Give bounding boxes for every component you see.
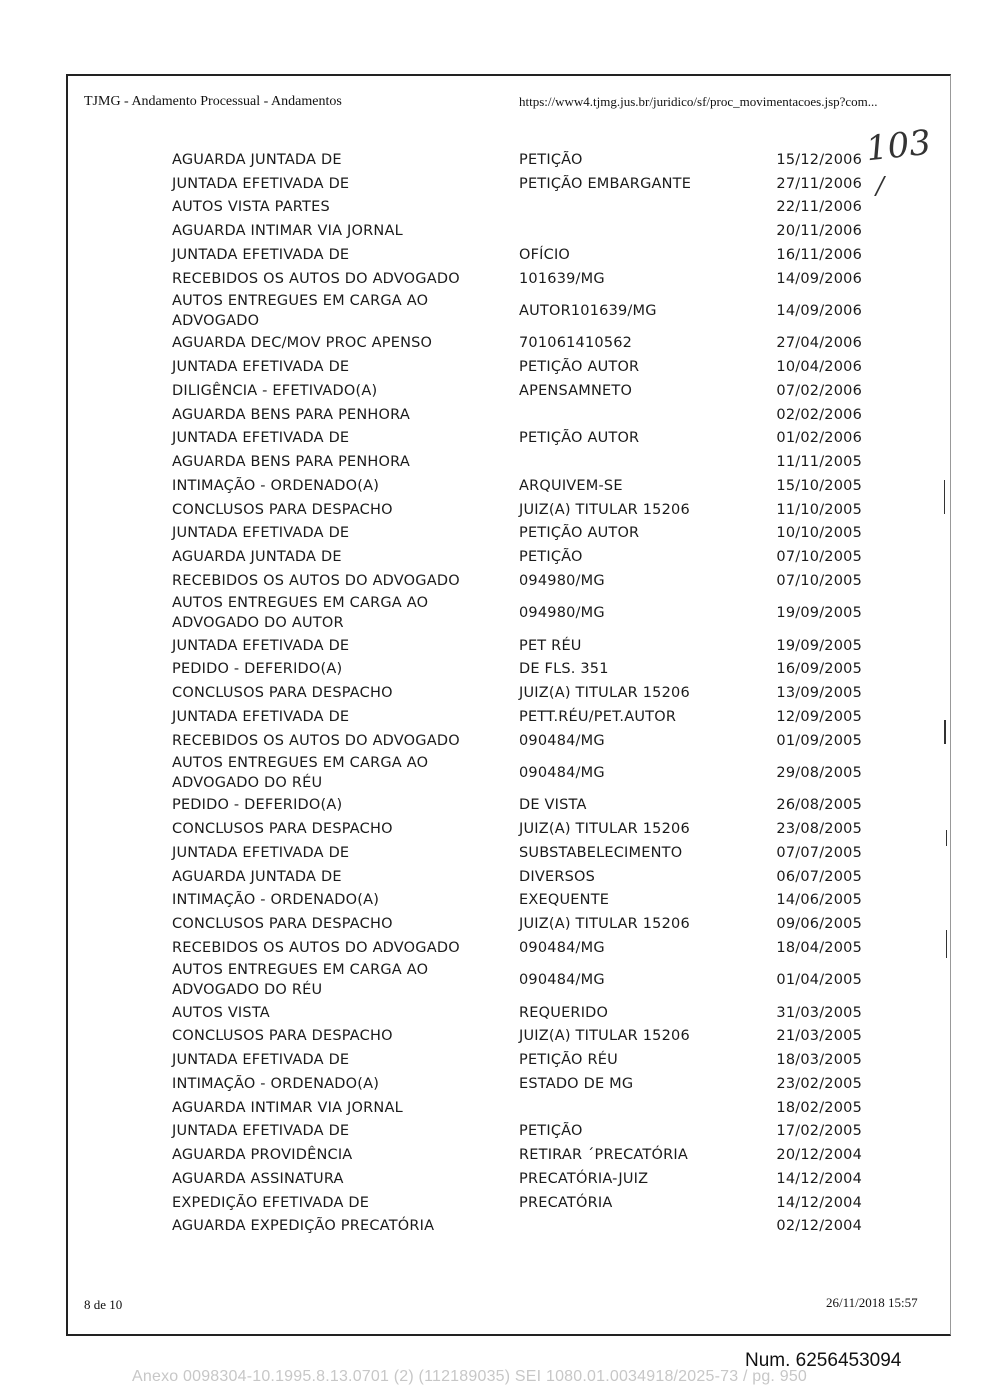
movement-date: 14/12/2004 xyxy=(776,1194,862,1211)
movement-date: 20/11/2006 xyxy=(776,223,862,240)
movement-row xyxy=(172,569,862,593)
movement-row xyxy=(172,593,862,634)
movement-description: AGUARDA INTIMAR VIA JORNAL xyxy=(172,223,403,240)
movement-description: AGUARDA PROVIDÊNCIA xyxy=(172,1147,353,1164)
movement-date: 01/04/2005 xyxy=(776,972,862,989)
movement-description: JUNTADA EFETIVADA DE xyxy=(172,1123,350,1140)
movement-date: 10/10/2005 xyxy=(776,525,862,542)
movement-description: JUNTADA EFETIVADA DE xyxy=(172,1052,350,1069)
movement-description: JUNTADA EFETIVADA DE xyxy=(172,637,350,654)
document-number: Num. 6256453094 xyxy=(745,1350,902,1371)
movement-date: 27/04/2006 xyxy=(776,335,862,352)
movement-row xyxy=(172,498,862,522)
movement-description: AGUARDA INTIMAR VIA JORNAL xyxy=(172,1099,403,1116)
movement-description: CONCLUSOS PARA DESPACHO xyxy=(172,1028,393,1045)
movement-description: AUTOS ENTREGUES EM CARGA AO ADVOGADO DO RÉU xyxy=(172,755,429,791)
movement-complement: ESTADO DE MG xyxy=(519,1075,634,1092)
movement-row xyxy=(172,865,862,889)
movement-row xyxy=(172,474,862,498)
movement-row xyxy=(172,545,862,569)
movement-row xyxy=(172,291,862,332)
movement-description: INTIMAÇÃO - ORDENADO(A) xyxy=(172,477,380,494)
movement-description: PEDIDO - DEFERIDO(A) xyxy=(172,661,343,678)
movement-description: AUTOS VISTA PARTES xyxy=(172,199,330,216)
movement-description: JUNTADA EFETIVADA DE xyxy=(172,708,350,725)
movement-row xyxy=(172,817,862,841)
movement-date: 07/10/2005 xyxy=(776,572,862,589)
movement-complement: PETT.RÉU/PET.AUTOR xyxy=(519,708,677,725)
movement-description: AUTOS ENTREGUES EM CARGA AO ADVOGADO DO AUTOR xyxy=(172,595,429,632)
movement-date: 13/09/2005 xyxy=(776,685,862,702)
print-timestamp: 26/11/2018 15:57 xyxy=(826,1295,918,1310)
movement-complement: 701061410562 xyxy=(519,335,633,352)
movement-complement: 090484/MG xyxy=(519,732,605,749)
movement-complement: PETIÇÃO xyxy=(519,549,583,566)
movement-row xyxy=(172,794,862,818)
movement-description: AGUARDA EXPEDIÇÃO PRECATÓRIA xyxy=(172,1218,435,1235)
movement-complement: OFÍCIO xyxy=(519,246,571,263)
movement-date: 07/02/2006 xyxy=(776,382,862,399)
movement-date: 22/11/2006 xyxy=(776,199,862,216)
movement-row xyxy=(172,219,862,243)
movement-complement: PET RÉU xyxy=(519,637,582,654)
movement-complement: 090484/MG xyxy=(519,972,605,989)
movement-complement: JUIZ(A) TITULAR 15206 xyxy=(519,821,690,838)
movement-date: 09/06/2005 xyxy=(776,916,862,933)
movement-description: JUNTADA EFETIVADA DE xyxy=(172,844,350,861)
scan-mark xyxy=(944,720,946,744)
movement-date: 14/09/2006 xyxy=(776,270,862,287)
movement-description: AUTOS ENTREGUES EM CARGA AO ADVOGADO xyxy=(172,293,429,329)
movement-date: 27/11/2006 xyxy=(776,175,862,192)
movement-row xyxy=(172,1191,862,1215)
movement-row xyxy=(172,681,862,705)
movement-complement: PETIÇÃO xyxy=(519,151,583,168)
movement-description: RECEBIDOS OS AUTOS DO ADVOGADO xyxy=(172,270,460,287)
movement-date: 07/10/2005 xyxy=(776,549,862,566)
movement-description: AGUARDA BENS PARA PENHORA xyxy=(172,454,410,471)
movement-date: 14/12/2004 xyxy=(776,1170,862,1187)
movement-date: 01/09/2005 xyxy=(776,732,862,749)
movement-complement: JUIZ(A) TITULAR 15206 xyxy=(519,501,690,518)
source-url: https://www4.tjmg.jus.br/juridico/sf/proc_movimentacoes.jsp?com... xyxy=(519,94,878,109)
movement-date: 23/08/2005 xyxy=(776,821,862,838)
page-indicator: 8 de 10 xyxy=(84,1297,123,1312)
movement-description: CONCLUSOS PARA DESPACHO xyxy=(172,916,393,933)
movement-date: 10/04/2006 xyxy=(776,359,862,376)
movement-description: AUTOS ENTREGUES EM CARGA AO ADVOGADO DO RÉU xyxy=(172,962,429,999)
movement-description: RECEBIDOS OS AUTOS DO ADVOGADO xyxy=(172,572,460,589)
movement-description: AGUARDA ASSINATURA xyxy=(172,1170,344,1187)
movement-row xyxy=(172,1072,862,1096)
movement-description: JUNTADA EFETIVADA DE xyxy=(172,359,350,376)
movement-description: DILIGÊNCIA - EFETIVADO(A) xyxy=(172,382,378,399)
movement-description: AUTOS VISTA xyxy=(172,1004,270,1021)
movement-complement: JUIZ(A) TITULAR 15206 xyxy=(519,1028,690,1045)
movement-complement: PETIÇÃO AUTOR xyxy=(519,525,640,542)
movement-date: 15/10/2005 xyxy=(776,477,862,494)
movement-complement: SUBSTABELECIMENTO xyxy=(519,844,683,861)
movement-row xyxy=(172,243,862,267)
movement-row xyxy=(172,960,862,1001)
movement-date: 16/11/2006 xyxy=(776,246,862,263)
movement-description: AGUARDA BENS PARA PENHORA xyxy=(172,406,410,423)
movement-description: CONCLUSOS PARA DESPACHO xyxy=(172,501,393,518)
movement-date: 19/09/2005 xyxy=(776,605,862,622)
movement-description: JUNTADA EFETIVADA DE xyxy=(172,525,350,542)
movement-description: AGUARDA JUNTADA DE xyxy=(172,151,342,168)
movement-row xyxy=(172,148,862,172)
scan-mark xyxy=(944,480,945,514)
movement-date: 11/11/2005 xyxy=(776,454,862,471)
movement-date: 16/09/2005 xyxy=(776,661,862,678)
movement-description: AGUARDA JUNTADA DE xyxy=(172,868,342,885)
movement-date: 06/07/2005 xyxy=(776,868,862,885)
movement-complement: DIVERSOS xyxy=(519,868,596,885)
movement-row xyxy=(172,403,862,427)
movement-description: RECEBIDOS OS AUTOS DO ADVOGADO xyxy=(172,732,460,749)
handwritten-mark: / xyxy=(876,172,885,200)
movement-row xyxy=(172,889,862,913)
movement-row xyxy=(172,912,862,936)
movement-date: 18/02/2005 xyxy=(776,1099,862,1116)
movement-row xyxy=(172,729,862,753)
movement-date: 14/06/2005 xyxy=(776,892,862,909)
movement-complement: PETIÇÃO AUTOR xyxy=(519,359,640,376)
movement-row xyxy=(172,267,862,291)
movement-complement: APENSAMNETO xyxy=(519,382,633,399)
movement-row xyxy=(172,196,862,220)
movement-row xyxy=(172,753,862,794)
movement-row xyxy=(172,1025,862,1049)
document-title: TJMG - Andamento Processual - Andamentos xyxy=(84,94,342,109)
movement-row xyxy=(172,1096,862,1120)
movement-row xyxy=(172,332,862,356)
movement-date: 01/02/2006 xyxy=(776,430,862,447)
movement-date: 11/10/2005 xyxy=(776,501,862,518)
movement-complement: EXEQUENTE xyxy=(519,892,610,909)
movement-complement: PETIÇÃO RÉU xyxy=(519,1052,618,1069)
movement-row xyxy=(172,355,862,379)
movement-date: 26/08/2005 xyxy=(776,797,862,814)
movement-description: RECEBIDOS OS AUTOS DO ADVOGADO xyxy=(172,939,460,956)
movement-complement: RETIRAR ´PRECATÓRIA xyxy=(519,1147,688,1164)
movement-row xyxy=(172,1167,862,1191)
movement-row xyxy=(172,450,862,474)
movement-row xyxy=(172,1048,862,1072)
movement-complement: ARQUIVEM-SE xyxy=(519,477,623,494)
movement-complement: PETIÇÃO xyxy=(519,1123,583,1140)
movement-date: 18/04/2005 xyxy=(776,939,862,956)
movement-complement: 090484/MG xyxy=(519,939,605,956)
movement-complement: 101639/MG xyxy=(519,270,605,287)
movement-row xyxy=(172,634,862,658)
movement-row xyxy=(172,1120,862,1144)
movement-complement: PETIÇÃO EMBARGANTE xyxy=(519,175,692,192)
movement-description: JUNTADA EFETIVADA DE xyxy=(172,246,350,263)
annex-stamp: Anexo 0098304-10.1995.8.13.0701 (2) (112189035) SEI 1080.01.0034918/2025-73 / pg. 950 xyxy=(132,1368,808,1385)
movement-complement: PRECATÓRIA-JUIZ xyxy=(519,1170,649,1187)
movement-date: 20/12/2004 xyxy=(776,1147,862,1164)
movement-row xyxy=(172,1143,862,1167)
movement-complement: PETIÇÃO AUTOR xyxy=(519,430,640,447)
movement-description: AGUARDA JUNTADA DE xyxy=(172,549,342,566)
scan-mark xyxy=(946,930,947,958)
handwritten-page-number: 103 xyxy=(864,122,933,170)
movement-date: 31/03/2005 xyxy=(776,1004,862,1021)
movement-row xyxy=(172,172,862,196)
movement-row xyxy=(172,936,862,960)
movement-date: 02/02/2006 xyxy=(776,406,862,423)
movement-complement: AUTOR101639/MG xyxy=(519,303,657,319)
movement-description: JUNTADA EFETIVADA DE xyxy=(172,430,350,447)
movement-complement: JUIZ(A) TITULAR 15206 xyxy=(519,685,690,702)
movement-complement: DE FLS. 351 xyxy=(519,661,609,678)
movement-date: 21/03/2005 xyxy=(776,1028,862,1045)
movement-description: CONCLUSOS PARA DESPACHO xyxy=(172,685,393,702)
movement-row xyxy=(172,1215,862,1239)
movement-row xyxy=(172,658,862,682)
movement-date: 12/09/2005 xyxy=(776,708,862,725)
movement-row xyxy=(172,841,862,865)
movement-date: 02/12/2004 xyxy=(776,1218,862,1235)
movement-complement: 094980/MG xyxy=(519,572,605,589)
movement-complement: JUIZ(A) TITULAR 15206 xyxy=(519,916,690,933)
scan-mark xyxy=(946,830,947,846)
movement-description: EXPEDIÇÃO EFETIVADA DE xyxy=(172,1194,370,1211)
movement-row xyxy=(172,427,862,451)
movement-description: CONCLUSOS PARA DESPACHO xyxy=(172,821,393,838)
movement-row xyxy=(172,1001,862,1025)
movement-row xyxy=(172,522,862,546)
movement-description: JUNTADA EFETIVADA DE xyxy=(172,175,350,192)
movement-complement: PRECATÓRIA xyxy=(519,1194,613,1211)
movement-date: 29/08/2005 xyxy=(776,765,862,781)
movement-complement: 094980/MG xyxy=(519,605,605,622)
movements-table xyxy=(172,148,862,1238)
movement-description: INTIMAÇÃO - ORDENADO(A) xyxy=(172,892,380,909)
movement-description: INTIMAÇÃO - ORDENADO(A) xyxy=(172,1075,380,1092)
movement-date: 14/09/2006 xyxy=(776,303,862,319)
movement-date: 07/07/2005 xyxy=(776,844,862,861)
movement-complement: DE VISTA xyxy=(519,797,587,814)
movement-description: PEDIDO - DEFERIDO(A) xyxy=(172,797,343,814)
movement-date: 18/03/2005 xyxy=(776,1052,862,1069)
movement-date: 15/12/2006 xyxy=(776,151,862,168)
movement-date: 23/02/2005 xyxy=(776,1075,862,1092)
movement-row xyxy=(172,379,862,403)
movement-date: 19/09/2005 xyxy=(776,637,862,654)
movement-complement: REQUERIDO xyxy=(519,1004,609,1021)
movement-complement: 090484/MG xyxy=(519,765,605,781)
movement-row xyxy=(172,705,862,729)
movement-date: 17/02/2005 xyxy=(776,1123,862,1140)
movement-description: AGUARDA DEC/MOV PROC APENSO xyxy=(172,335,433,352)
